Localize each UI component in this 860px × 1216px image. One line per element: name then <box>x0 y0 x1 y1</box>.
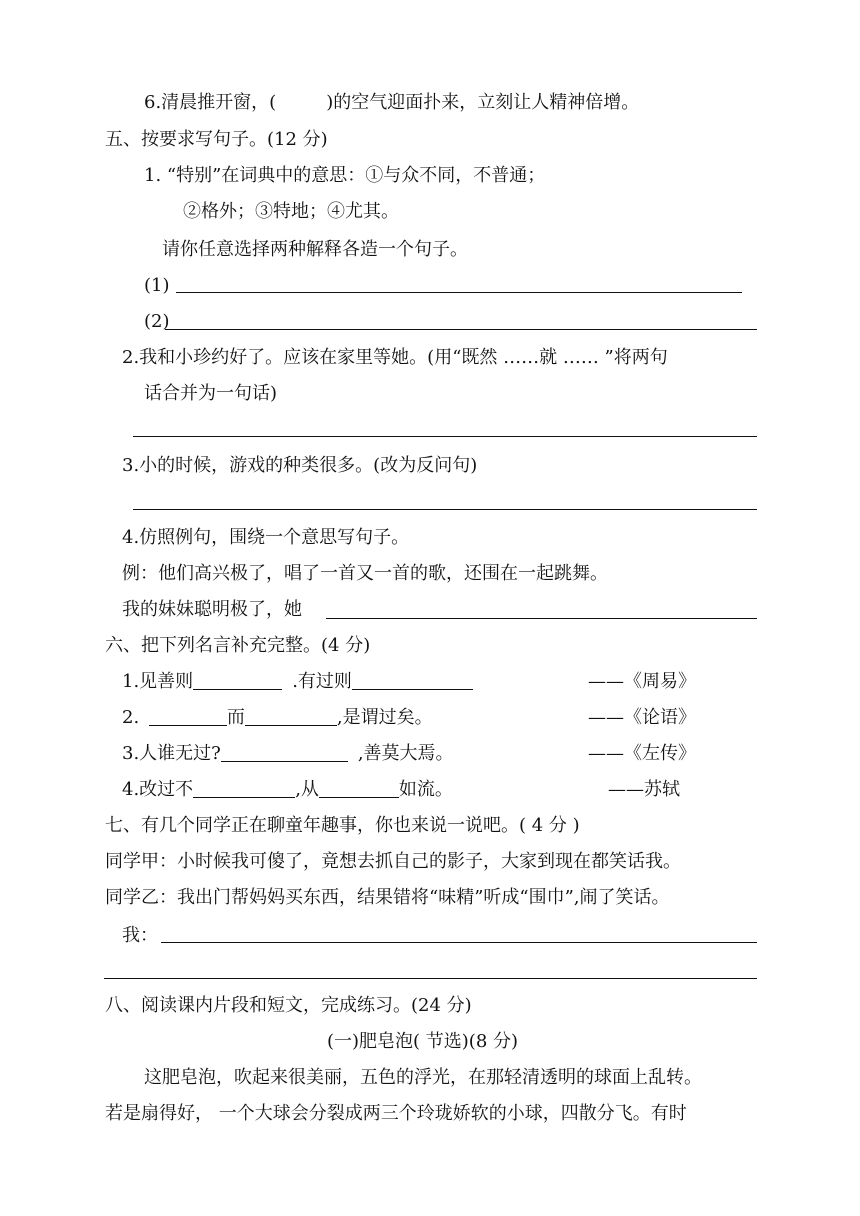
proverb-2-text-c: ,是谓过矣。 <box>336 707 433 728</box>
section-5-q1-blank1-label: (1) <box>144 275 170 296</box>
proverb-2-source: ——《论语》 <box>588 707 696 728</box>
proverb-2 <box>122 706 433 730</box>
proverb-1 <box>122 670 473 694</box>
section-5-q2-line2: 话合并为一句话) <box>144 383 278 404</box>
answer-line-q4[interactable] <box>326 618 757 619</box>
answer-line-q2[interactable] <box>133 436 757 437</box>
proverb-1-text-b: .有过则 <box>292 671 352 692</box>
answer-line-q3[interactable] <box>133 509 757 510</box>
section-5-q1-blank2-label: (2) <box>144 311 170 332</box>
answer-line-me-2[interactable] <box>104 978 757 979</box>
section-7-heading: 七、有几个同学正在聊童年趣事，你也来说一说吧。( 4 分 ) <box>105 815 580 836</box>
proverb-2-text-b: 而 <box>226 707 245 728</box>
section-7-classmate-a: 同学甲：小时候我可傻了，竟想去抓自己的影子，大家到现在都笑话我。 <box>105 851 681 872</box>
proverb-4-blank-2[interactable] <box>319 779 399 798</box>
section-5-q4-line1: 4.仿照例句，围绕一个意思写句子。 <box>122 527 410 548</box>
proverb-1-text-a: 1.见善则 <box>122 671 194 692</box>
section-5-q4-example: 例：他们高兴极了，唱了一首又一首的歌，还围在一起跳舞。 <box>122 563 608 584</box>
proverb-4-blank-1[interactable] <box>193 779 295 798</box>
section-5-q1-line3: 请你任意选择两种解释各造一个句子。 <box>162 239 468 260</box>
answer-line-me-1[interactable] <box>161 942 757 943</box>
section-5-q3-line1: 3.小的时候，游戏的种类很多。(改为反问句) <box>122 455 478 476</box>
proverb-3 <box>122 742 454 766</box>
proverb-4 <box>122 778 453 802</box>
section-5-q1-line2: ②格外；③特地；④尤其。 <box>183 201 399 222</box>
proverb-3-source: ——《左传》 <box>588 743 696 764</box>
section-8-subtitle: (一)肥皂泡( 节选)(8 分) <box>327 1031 519 1052</box>
section-5-q2-line1: 2.我和小珍约好了。应该在家里等她。(用“既然 ……就 …… ”将两句 <box>122 347 668 368</box>
reading-paragraph-line-1: 这肥皂泡，吹起来很美丽，五色的浮光，在那轻清透明的球面上乱转。 <box>144 1067 702 1088</box>
reading-paragraph-line-2: 若是扇得好， 一个大球会分裂成两三个玲珑娇软的小球，四散分飞。有时 <box>105 1103 687 1124</box>
proverb-2-blank-1[interactable] <box>149 707 227 726</box>
proverb-3-text-b: ,善莫大焉。 <box>357 743 454 764</box>
section-7-me-label: 我： <box>122 925 158 946</box>
section-8-heading: 八、阅读课内片段和短文，完成练习。(24 分) <box>105 995 472 1016</box>
section-5-heading: 五、按要求写句子。(12 分) <box>105 129 328 150</box>
section-5-q4-prompt: 我的妹妹聪明极了，她 <box>122 599 302 620</box>
proverb-1-source: ——《周易》 <box>588 671 696 692</box>
answer-line-2[interactable] <box>165 329 757 330</box>
section-6-heading: 六、把下列名言补充完整。(4 分) <box>105 635 371 656</box>
proverb-3-blank-1[interactable] <box>221 743 348 762</box>
proverb-2-text-a: 2. <box>122 707 145 728</box>
proverb-1-blank-1[interactable] <box>193 671 282 690</box>
proverb-4-text-b: ,从 <box>295 779 319 800</box>
question-6-text-b: )的空气迎面扑来，立刻让人精神倍增。 <box>326 92 640 113</box>
question-6-text-a: 6.清晨推开窗，( <box>144 92 277 113</box>
section-5-q1-line1: 1. “特别”在词典中的意思：①与众不同，不普通； <box>144 165 546 186</box>
question-6 <box>144 91 639 115</box>
proverb-4-text-a: 4.改过不 <box>122 779 194 800</box>
proverb-2-blank-2[interactable] <box>245 707 337 726</box>
proverb-3-text-a: 3.人谁无过? <box>122 743 221 764</box>
proverb-4-text-c: 如流。 <box>398 779 453 800</box>
proverb-1-blank-2[interactable] <box>352 671 473 690</box>
answer-line-1[interactable] <box>176 292 742 293</box>
section-7-classmate-b: 同学乙：我出门帮妈妈买东西，结果错将“味精”听成“围巾”,闹了笑话。 <box>105 887 670 908</box>
proverb-4-source: ——苏轼 <box>608 779 680 800</box>
